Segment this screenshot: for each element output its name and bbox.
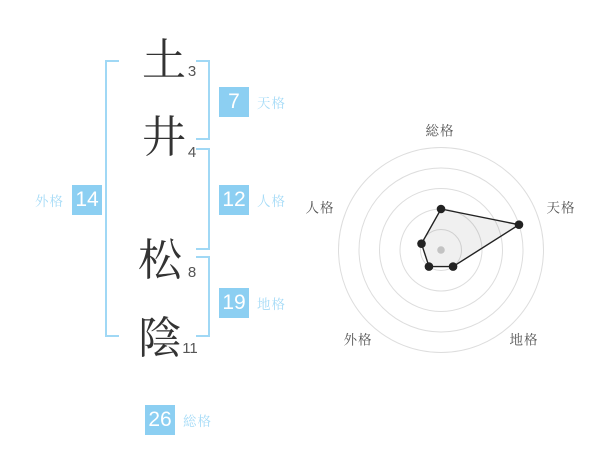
- soukaku-value: 26: [145, 405, 175, 435]
- tenkaku-label: 天格: [257, 96, 286, 111]
- gaikaku-bracket: [105, 60, 119, 337]
- fortune-radar-chart: [291, 100, 591, 400]
- radar-axis-label-0: 総格: [425, 123, 455, 139]
- name-character-4: 陰: [138, 314, 182, 363]
- chikaku-label: 地格: [257, 297, 286, 312]
- gaikaku-label: 外格: [35, 194, 64, 209]
- radar-axis-label-3: 外格: [343, 332, 373, 348]
- stroke-count-3: 8: [187, 264, 197, 281]
- soukaku-badge: [145, 405, 212, 435]
- jinkaku-value: 12: [219, 185, 249, 215]
- radar-axis-label-4: 人格: [305, 200, 335, 216]
- gaikaku-badge: [35, 185, 102, 215]
- tenkaku-badge: [219, 87, 286, 117]
- gaikaku-value: 14: [72, 185, 102, 215]
- stroke-count-2: 4: [187, 144, 197, 161]
- chikaku-badge: [219, 288, 286, 318]
- name-character-2: 井: [142, 113, 186, 162]
- stroke-count-4: 11: [182, 340, 198, 357]
- jinkaku-badge: [219, 185, 286, 215]
- radar-axis-label-2: 地格: [509, 332, 539, 348]
- stroke-count-1: 3: [187, 63, 197, 80]
- name-character-3: 松: [138, 236, 182, 285]
- chikaku-value: 19: [219, 288, 249, 318]
- jinkaku-bracket: [196, 148, 210, 250]
- jinkaku-label: 人格: [257, 194, 286, 209]
- radar-axis-label-1: 天格: [546, 200, 576, 216]
- soukaku-label: 総格: [183, 414, 212, 429]
- tenkaku-value: 7: [219, 87, 249, 117]
- name-character-1: 土: [142, 36, 186, 85]
